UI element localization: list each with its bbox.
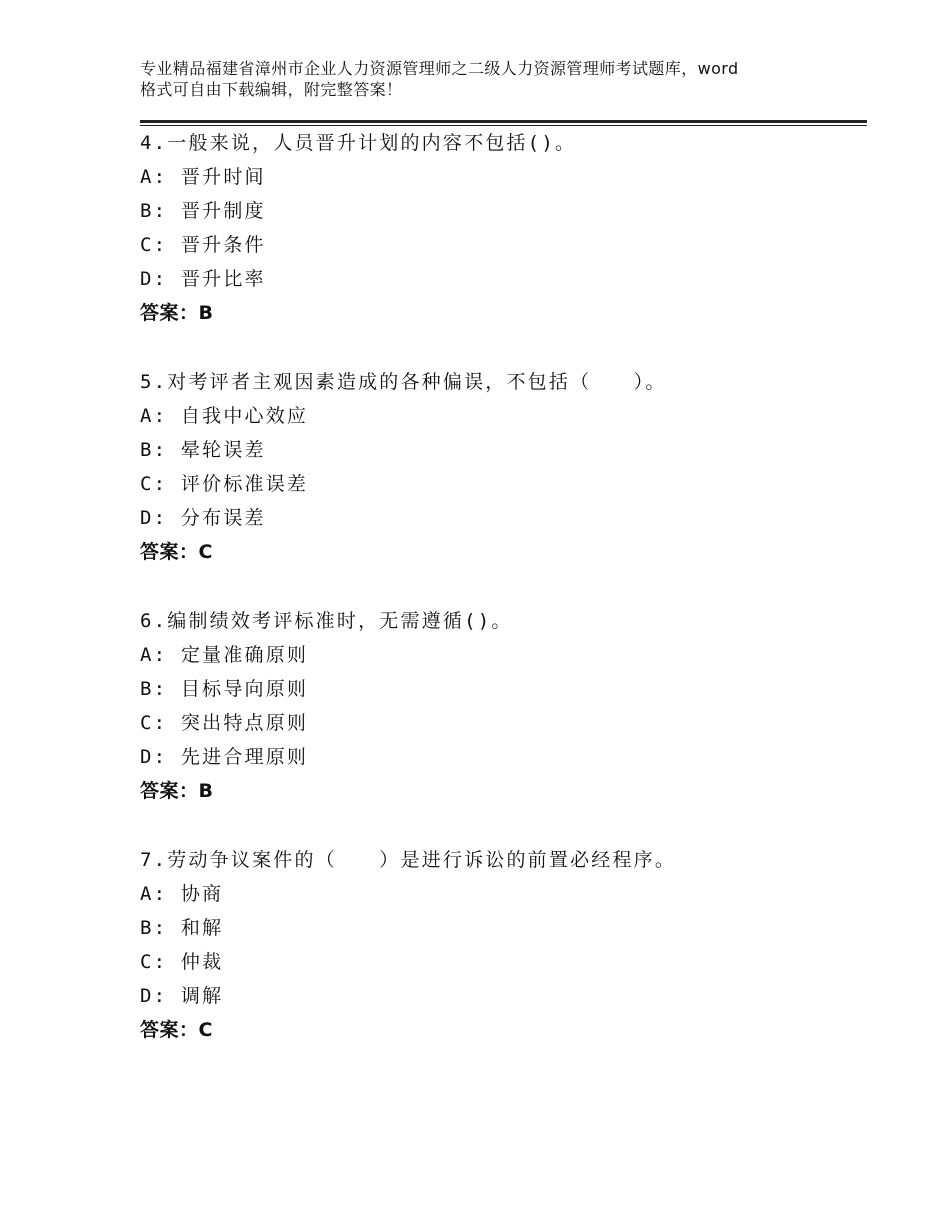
option-b: B: 目标导向原则	[140, 678, 309, 700]
option-c: C: 仲裁	[140, 951, 224, 973]
option-b: B: 和解	[140, 917, 224, 939]
header-divider-thick	[140, 120, 867, 123]
option-c: C: 评价标准误差	[140, 473, 309, 495]
option-a: A: 自我中心效应	[140, 405, 309, 427]
option-a: A: 定量准确原则	[140, 644, 309, 666]
option-d: D: 分布误差	[140, 507, 266, 529]
option-b: B: 晕轮误差	[140, 439, 266, 461]
header-line-1: 专业精品福建省漳州市企业人力资源管理师之二级人力资源管理师考试题库，word	[140, 59, 739, 78]
answer: 答案：C	[140, 541, 213, 563]
option-d: D: 先进合理原则	[140, 746, 309, 768]
document-header	[140, 58, 840, 100]
option-a: A: 晋升时间	[140, 166, 266, 188]
question-5	[140, 365, 860, 569]
option-c: C: 突出特点原则	[140, 712, 309, 734]
answer: 答案：C	[140, 1019, 213, 1041]
question-6	[140, 604, 860, 808]
option-c: C: 晋升条件	[140, 234, 266, 256]
question-7	[140, 843, 860, 1047]
header-line-2: 格式可自由下载编辑，附完整答案！	[140, 80, 403, 99]
question-4	[140, 126, 860, 330]
option-a: A: 协商	[140, 883, 224, 905]
question-stem: 5.对考评者主观因素造成的各种偏误，不包括（ ）。	[140, 371, 667, 393]
question-stem: 7.劳动争议案件的（ ）是进行诉讼的前置必经程序。	[140, 849, 677, 871]
answer: 答案：B	[140, 302, 214, 324]
option-b: B: 晋升制度	[140, 200, 266, 222]
option-d: D: 晋升比率	[140, 268, 266, 290]
option-d: D: 调解	[140, 985, 224, 1007]
question-stem: 4.一般来说，人员晋升计划的内容不包括()。	[140, 132, 577, 154]
answer: 答案：B	[140, 780, 214, 802]
question-stem: 6.编制绩效考评标准时，无需遵循()。	[140, 610, 513, 632]
